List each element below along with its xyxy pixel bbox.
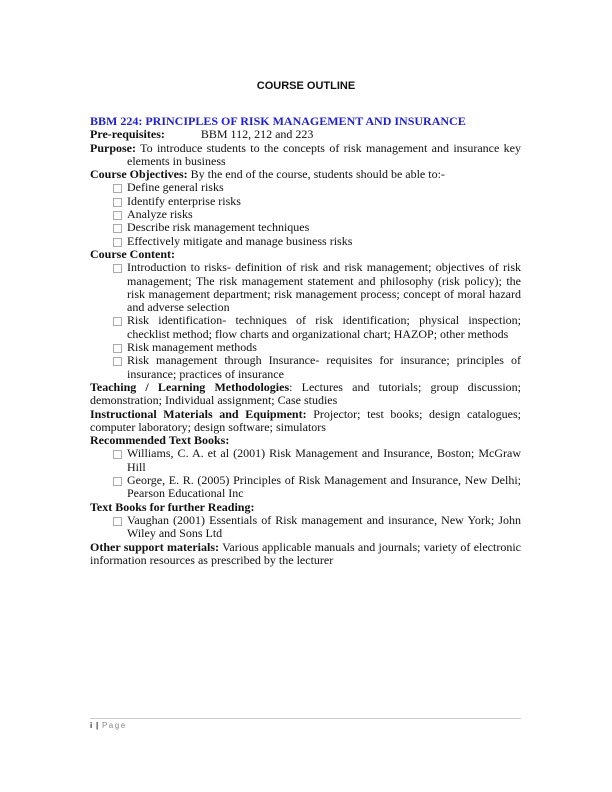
list-item-text: Identify enterprise risks [127,193,241,208]
list-item [90,354,521,381]
course-outline-body [90,115,521,567]
list-item-text: Define general risks [127,180,224,195]
page-footer [90,721,127,730]
bullet-box-icon [113,264,122,273]
document-title: COURSE OUTLINE [256,80,356,92]
list-item-text: Effectively mitigate and manage business risks [127,233,353,248]
list-item [90,314,521,341]
bullet-box-icon [113,357,122,366]
list-item [90,341,521,354]
list-item [90,195,521,208]
purpose-value: To introduce students to the concepts of risk management and insurance key elements in business [127,140,521,168]
materials-value: Projector; test books; design catalogues; computer laboratory; design software; simulators [90,406,521,434]
objectives-value: By the end of the course, students should be able to:- [187,167,445,182]
bullet-box-icon [113,477,122,486]
objectives [90,168,521,181]
list-item [90,181,521,194]
teaching [90,381,521,408]
bullet-box-icon [113,517,122,526]
prereq-label: Pre-requisites: [90,127,165,142]
list-item [90,447,521,474]
list-item-text: Vaughan (2001) Essentials of Risk management and insurance, New York; John Wiley and Sons Ltd [127,512,521,541]
list-item-text: Describe risk management techniques [127,220,310,235]
footer-divider [90,718,521,719]
teaching-label: Teaching / Learning Methodologies [90,379,290,394]
teaching-value: : Lectures and tutorials; group discussion; demonstration; Individual assignment; Case studies [90,379,521,408]
list-item-text: Risk management through Insurance- requisites for insurance; principles of insurance; practices of insurance [127,353,521,381]
list-item [90,208,521,221]
list-item-text: George, E. R. (2005) Principles of Risk Management and Insurance, New Delhi; Pearson Educational Inc [127,473,521,501]
objectives-label: Course Objectives: [90,167,188,182]
support [90,541,521,568]
bullet-box-icon [113,184,122,193]
prereq-value: BBM 112, 212 and 223 [200,127,314,142]
list-item [90,235,521,248]
purpose [90,142,521,169]
list-item-text: Risk identification- techniques of risk identification; physical inspection; checklist method; flow charts and organizational chart; HAZOP; other methods [127,313,521,341]
course-heading: BBM 224: PRINCIPLES OF RISK MANAGEMENT AND INSURANCE [90,114,466,128]
list-item [90,514,521,541]
page-number: i [90,721,93,730]
list-item-text: Introduction to risks- definition of risk and risk management; objectives of risk management; The risk management statement and philosophy (risk policy); the risk management department; risk management process; concept of moral hazard and adverse selection [127,260,521,315]
bullet-box-icon [113,344,122,353]
support-value: Various applicable manuals and journals; variety of electronic information resources as prescribed by the lecturer [90,539,521,567]
purpose-label: Purpose: [90,140,136,155]
materials-label: Instructional Materials and Equipment: [90,406,307,421]
list-item [90,221,521,234]
bullet-box-icon [113,238,122,247]
further-label: Text Books for further Reading: [90,499,255,514]
list-item [90,474,521,501]
content-label: Course Content: [90,246,175,261]
bullet-box-icon [113,450,122,459]
list-item-text: Analyze risks [127,207,193,222]
page-label: Page [101,721,127,730]
bullet-box-icon [113,224,122,233]
support-label: Other support materials: [90,539,220,554]
bullet-box-icon [113,211,122,220]
list-item [90,261,521,314]
list-item-text: Williams, C. A. et al (2001) Risk Management and Insurance, Boston; McGraw Hill [127,446,521,474]
page-separator: | [95,721,99,730]
list-item-text: Risk management methods [127,340,257,355]
materials [90,408,521,435]
bullet-box-icon [113,198,122,207]
bullet-box-icon [113,317,122,326]
recommended-label: Recommended Text Books: [90,433,230,448]
prerequisites [90,128,521,141]
